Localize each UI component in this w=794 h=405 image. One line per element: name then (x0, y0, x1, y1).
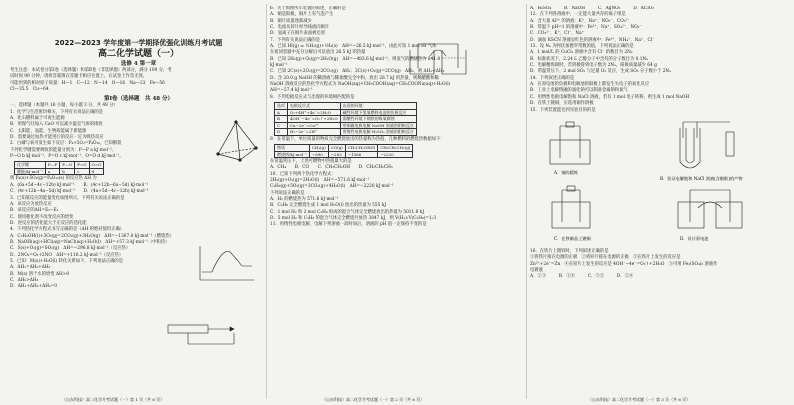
text-line: 电镀液 (530, 267, 543, 273)
text-line: B．常温下 pH=1 的溶液中：Fe²⁺、Na⁺、SO₄²⁻、NO₃⁻ (530, 25, 642, 31)
text-line: A．ΔH₁=ΔH₂+ΔH₃ (10, 265, 51, 271)
text-line: C．已知 2C(s)+2O₂(g)=2CO₂(g) ΔH₁；2C(s)+O₂(g)=2CO(g) ΔH₂，则 ΔH₁<ΔH₂ (270, 69, 445, 75)
text-line: C．太阳能、氢能、生物质能属于新能源 (10, 128, 87, 134)
text-line: 15．下列装置能达到实验目的的是 (530, 107, 596, 113)
text-line: 下列说法正确的是 (270, 190, 305, 196)
text-line: A．C₂H₅OH(l)+3O₂(g)=2CO₂(g)+3H₂O(g) ΔH=−1367.0 kJ·mol⁻¹（燃烧热） (10, 233, 174, 239)
table-cell: 碱性环境下氢氧燃料电池的负极反应 (340, 109, 416, 116)
figure-label-a: A．铜的精炼 (554, 170, 578, 175)
figure-label-d: D．设计原电池 (680, 236, 709, 241)
table-cell: 用铜做电极电解 NaOH 溶液的阴极反应 (340, 122, 416, 129)
galvanic-cell-figure (404, 38, 474, 78)
table-cell: 选项 (275, 103, 288, 110)
table-cell: CH₃CH₂CH₃(g) (378, 145, 413, 152)
table-cell: 化学键 (15, 162, 46, 169)
text-line: 5．已知：M(s)+H₂O(l) 转化关系如下，下列说法正确的是 (10, 258, 124, 264)
text-line: A．②③ B．①④ C．③⑤ D．②④ (530, 274, 634, 280)
text-line: 在密闭容器中充分分解后可以放出 26.5 kJ 的热量 (270, 50, 366, 56)
text-line: 6．关于如图所示装置的叙述，正确的是 (270, 6, 346, 11)
column-divider (526, 4, 527, 399)
text-line: C．电流从锌片经导线流向铜片 (270, 25, 330, 31)
table-row (275, 129, 417, 136)
table-cell: P—P (45, 162, 59, 169)
text-line: 16．在铁片上镀锌时，下列叙述正确的是 (530, 248, 609, 254)
table-cell: P—O (60, 162, 75, 169)
table-cell: H₂−2e⁻=2H⁺ (288, 129, 341, 136)
text-line: 7．下列有关说法正确的是 (270, 37, 320, 43)
text-line: D．需要通过加热才能进行的反应一定为吸热反应 (10, 135, 104, 141)
text-line: 则 P₄(s)+5O₂(g)=P₄O₁₀(s) 的反应热 ΔH 为 (10, 176, 97, 182)
text-line: C．S(s)+O₂(g)=SO₂(g) ΔH=−296.8 kJ·mol⁻¹（反应热） (10, 246, 131, 252)
exam-scope: 选修 4 第一章 (120, 61, 157, 67)
text-line: 1．化学与生活密切相关，下列有关说法正确的是 (10, 109, 103, 115)
table-cell: B (275, 116, 288, 123)
table-cell: C (275, 122, 288, 129)
text-line: B．标准状况下，2.24 L 乙醇分子中含有的分子数目为 0.1Nₐ (530, 56, 648, 62)
text-line: B．NaOH(aq)+HCl(aq)=NaCl(aq)+H₂O(l) ΔH=+57.3 kJ·mol⁻¹（中和热） (10, 239, 170, 245)
text-line: C．CO₃²⁻、K⁺、Cl⁻、Na⁺ (530, 31, 584, 37)
text-line: D．常温常压下，2 mol SO₂ 与足量 O₂ 反应，生成 SO₃ 分子数小于 2Nₐ (530, 69, 671, 75)
text-line: D．氢离子在铜片表面被还原 (270, 31, 326, 37)
text-line: 13．设 Nₐ 为阿伏加德罗常数的值，下列说法正确的是 (530, 44, 634, 50)
text-line: C．1 mol H₂ 和 2 mol C₃H₈ 组成的混合气体完全燃烧放出的热量为 5011.6 kJ (270, 209, 425, 215)
text-line: A．H₂SO₄ B．NaOH C．AgNO₃ D．KClO₃ (530, 6, 654, 11)
text-line: 4．下列热化学方程式书写正确的是（ΔH 的绝对值均正确） (10, 227, 125, 233)
text-line: A．化石燃料属于可再生能源 (10, 116, 65, 122)
question-text (270, 6, 527, 101)
text-line: D．5 mol H₂ 和 C₃H₈ 的混合气体完全燃烧共放热 3847 kJ，则 V(H₂):V(C₃H₈)=1:3 (270, 216, 436, 222)
electrode-reaction-table (274, 102, 417, 136)
text-line: 12．在下列各溶液中，一定能大量共存的离子组是 (530, 12, 626, 18)
text-line: 2H₂(g)+O₂(g)=2H₂O(l) ΔH=−571.6 kJ·mol⁻¹ (270, 178, 370, 184)
text-line: ΔH=−57.4 kJ·mol⁻¹ (270, 88, 313, 94)
table-cell: P=O (75, 162, 89, 169)
text-line: Cl—35.5 Cu—64 (10, 87, 49, 93)
text-line: B．用煤气灶加入 CaO 可以减少温室气体的排放 (10, 122, 103, 128)
text-line: 3．已知某反应的能量变化如图所示，下列有关说法正确的是 (10, 195, 125, 201)
text-line: ①将铁片接在电源的正极 ②将锌片接在电源的正极 ③在铁片上发生的反应是 (530, 255, 681, 261)
text-line: A．含大量 Al³⁺ 的溶液：K⁺、Na⁺、NO₃⁻、CO₃²⁻ (530, 18, 630, 24)
energy-profile-figure (196, 244, 256, 284)
text-line: 一、选择题（本题共 16 小题，每小题 3 分，共 48 分） (10, 103, 118, 109)
text-line: C．(4c+12b−4a−5d) kJ·mol⁻¹ D．(4a+5d−4c−12b) kJ·mol⁻¹ (10, 189, 149, 195)
table-cell: −890 (309, 151, 328, 158)
combustion-heat-table (274, 144, 413, 158)
table-cell: 电极反应式 (288, 103, 341, 110)
question-text (270, 159, 527, 229)
table-cell: D (275, 129, 288, 136)
text-line: Zn²⁺+2e⁻=Zn ④在锌片上发生的反应是 4OH⁻−4e⁻=O₂↑+2H₂O ⑤可用 Fe₂(SO₄)₃ 溶液作 (530, 261, 718, 267)
figure-label-c: C．在铁制品上镀铜 (554, 236, 591, 241)
text-line: 考生注意：本试卷分第Ⅰ卷（选择题）和第Ⅱ卷（非选择题）两部分，满分 100 分，考 (10, 68, 172, 73)
table-cell: d (89, 168, 104, 175)
table-cell: 键能/kJ·mol⁻¹ (15, 168, 46, 175)
text-line: 下列化学键需要吸收的能量分别为：P—P a kJ·mol⁻¹、 (10, 147, 117, 153)
column-divider (266, 4, 267, 399)
text-line: 11．用惰性电极电解，电解下列溶液一段时间后，溶液的 pH 值一定保持不变的是 (270, 222, 427, 228)
question-text (270, 137, 527, 143)
table-cell: −2220 (378, 151, 413, 158)
text-line: A．在原电池的负极和电解池的阳极上都发生失电子的氧化反应 (530, 82, 650, 88)
text-line: B．铜片质量逐渐减少 (270, 18, 312, 24)
table-cell: A (275, 109, 288, 116)
question-text (530, 6, 787, 114)
table-cell: CO(g) (328, 145, 345, 152)
table-cell: −283 (328, 151, 345, 158)
text-line: B．工业上电解熔融的氯化钠可以制备金属钠和氯气 (530, 88, 628, 94)
page-footer-2: （山东科技）高二化学月考试题（一）第 2 页（共 6 页） (322, 397, 425, 402)
text-line: P—O b kJ·mol⁻¹、P=O c kJ·mol⁻¹、O=O d kJ·mol⁻¹。 (10, 154, 124, 160)
bond-energy-table (14, 161, 104, 175)
p4-molecule-figure (212, 118, 264, 164)
text-line: 10．已知下列两个热化学方程式： (270, 171, 336, 177)
table-cell: 用惰性电极电解 H₂SO₄ 溶液的阳极反应 (340, 129, 416, 136)
text-line: D．在铁上镀铜，应选用铜作阴极 (530, 101, 594, 107)
question-text (530, 249, 787, 281)
table-cell: a (45, 168, 59, 175)
enthalpy-cycle-figure (160, 322, 250, 350)
text-line: 在常温常压下，上述可燃物中热值最大的是 (270, 159, 352, 164)
text-line: B．该反应的ΔH=E₂−E₁ (10, 208, 59, 214)
text-line: A．H₂ 的燃烧热为 571.6 kJ·mol⁻¹ (270, 197, 339, 203)
apparatus-figures (540, 118, 780, 246)
page-column-2 (270, 6, 527, 398)
table-cell: 4OH⁻−4e⁻=O₂↑+2H₂O (288, 116, 341, 123)
part-one-heading: 第Ⅰ卷（选择题 共 48 分） (103, 96, 174, 103)
table-cell: Cu−2e⁻=Cu²⁺ (288, 122, 341, 129)
exam-title: 2022—2023 学年度第一学期择优强化训练月考试题 (54, 39, 223, 47)
text-line: kJ·mol⁻¹ (270, 63, 288, 69)
page-footer-3: （山东科技）高二化学月考试题（一）第 3 页（共 6 页） (588, 397, 691, 402)
table-cell: O₂+4H⁺+4e⁻=2H₂O (288, 109, 341, 116)
text-line: D．2NO₂=O₂+2NO ΔH=+116.2 kJ·mol⁻¹（反应热） (10, 252, 124, 258)
page-footer-1: （山东科技）高二化学月考试题（一）第 1 页（共 6 页） (62, 397, 165, 402)
table-cell: 燃烧热/kJ·mol⁻¹ (275, 151, 310, 158)
text-line: 8．下列电极反应式与出现的环境相匹配的是 (270, 94, 355, 100)
text-line: C．电解精炼铜时，若阴极得到电子数为 2Nₐ，阳极质量减少 64 g (530, 63, 657, 69)
table-cell: 弱酸性环境下钢铁的吸氧腐蚀 (340, 116, 416, 123)
text-line: B．M(s) 溶于水的焓变 ΔH>0 (10, 271, 70, 277)
text-line: B．已知 2H₂(g)+O₂(g)=2H₂O(g) ΔH=−483.6 kJ·mol⁻¹，则氢气的燃烧热为 241.8 (270, 56, 441, 62)
text-line: 可能用到的相对原子质量：H—1 C—12 N—14 O—16 Na—23 Fe—56 (10, 80, 165, 86)
text-line: A．CH₄ B．CO C．CH₃CH₂OH D．CH₃CH₂CH₃ (270, 165, 393, 171)
text-line: 2．白磷与氧可发生如下反应：P₄+5O₂=P₄O₁₀，已知断裂 (10, 141, 122, 147)
text-line: C．ΔH₂>ΔH₃ (10, 277, 39, 283)
table-cell: 物质 (275, 145, 310, 152)
table-cell: b (60, 168, 75, 175)
text-line: A．铜是阳极，铜片上有气泡产生 (270, 12, 334, 18)
exam-notes (10, 68, 267, 93)
table-cell: CH₃CH₂OH(l) (345, 145, 377, 152)
text-line: A．已知 HI(g) ⇌ ½H₂(g)+½I₂(s) ΔH=−26.5 kJ·mol⁻¹，由此可知 1 mol HI 气体 (270, 44, 437, 50)
figure-label-b: B．验证电解饱和 NaCl 溶液(含酚酞)的产物 (660, 176, 743, 181)
text-line: C₃H₈(g)+5O₂(g)=3CO₂(g)+4H₂O(l) ΔH=−2220 kJ·mol⁻¹ (270, 184, 394, 190)
text-line: 14．下列叙述正确的是 (530, 75, 575, 81)
text-line: D．ΔH₁+ΔH₂+ΔH₃=0 (10, 284, 57, 290)
table-cell: CH₄(g) (309, 145, 328, 152)
table-cell: c (75, 168, 89, 175)
text-line: D．逆反应的活化能大于正反应的活化能 (10, 220, 87, 226)
text-line: B．C₃H₈ 完全燃烧生成 1 mol H₂O(l) 放出的热量为 555 kJ (270, 203, 387, 209)
exam-subtitle: 高二化学试题（一） (97, 49, 179, 59)
text-line: A．1 mol/L 的 CuCl₂ 溶液中含有 Cl⁻ 的数目为 2Nₐ (530, 50, 633, 56)
text-line: C．使用催化剂不改变反应的焓变 (10, 214, 74, 220)
table-cell: −1366 (345, 151, 377, 158)
table-cell: O=O (89, 162, 104, 169)
text-line: C．用惰性电极电解饱和 NaCl 溶液，若有 1 mol 电子转移，则生成 1 mol NaOH (530, 94, 690, 100)
text-line: A．该反应为放热反应 (10, 201, 52, 207)
table-row (275, 109, 417, 116)
text-line: 试时间 90 分钟。请将答案填在答题卡相应位置上，在试卷上作答无效。 (10, 74, 148, 80)
table-cell: 出现的环境 (340, 103, 416, 110)
table-row (275, 122, 417, 129)
text-line: D．含 20.0 g NaOH 的稀溶液与稀盐酸完全中和，放出 28.7 kJ 的热量，则稀醋酸和稀 (270, 75, 439, 81)
text-line: D．滴加 KSCN 溶液显红色的溶液中：Fe³⁺、NH₄⁺、Na⁺、Cl⁻ (530, 37, 655, 43)
text-line: 9．在常温下，单位质量的物质完全燃烧放出的热量称为热值，几种燃料的燃烧热数据如下： (270, 136, 445, 142)
text-line: A．(6a+5d−4c−12b) kJ·mol⁻¹ B．(4c+12b−6a−5d) kJ·mol⁻¹ (10, 182, 149, 188)
text-line: NaOH 溶液反应的热化学方程式为 NaOH(aq)+CH₃COOH(aq)=CH₃COONa(aq)+H₂O(l) (270, 82, 451, 88)
